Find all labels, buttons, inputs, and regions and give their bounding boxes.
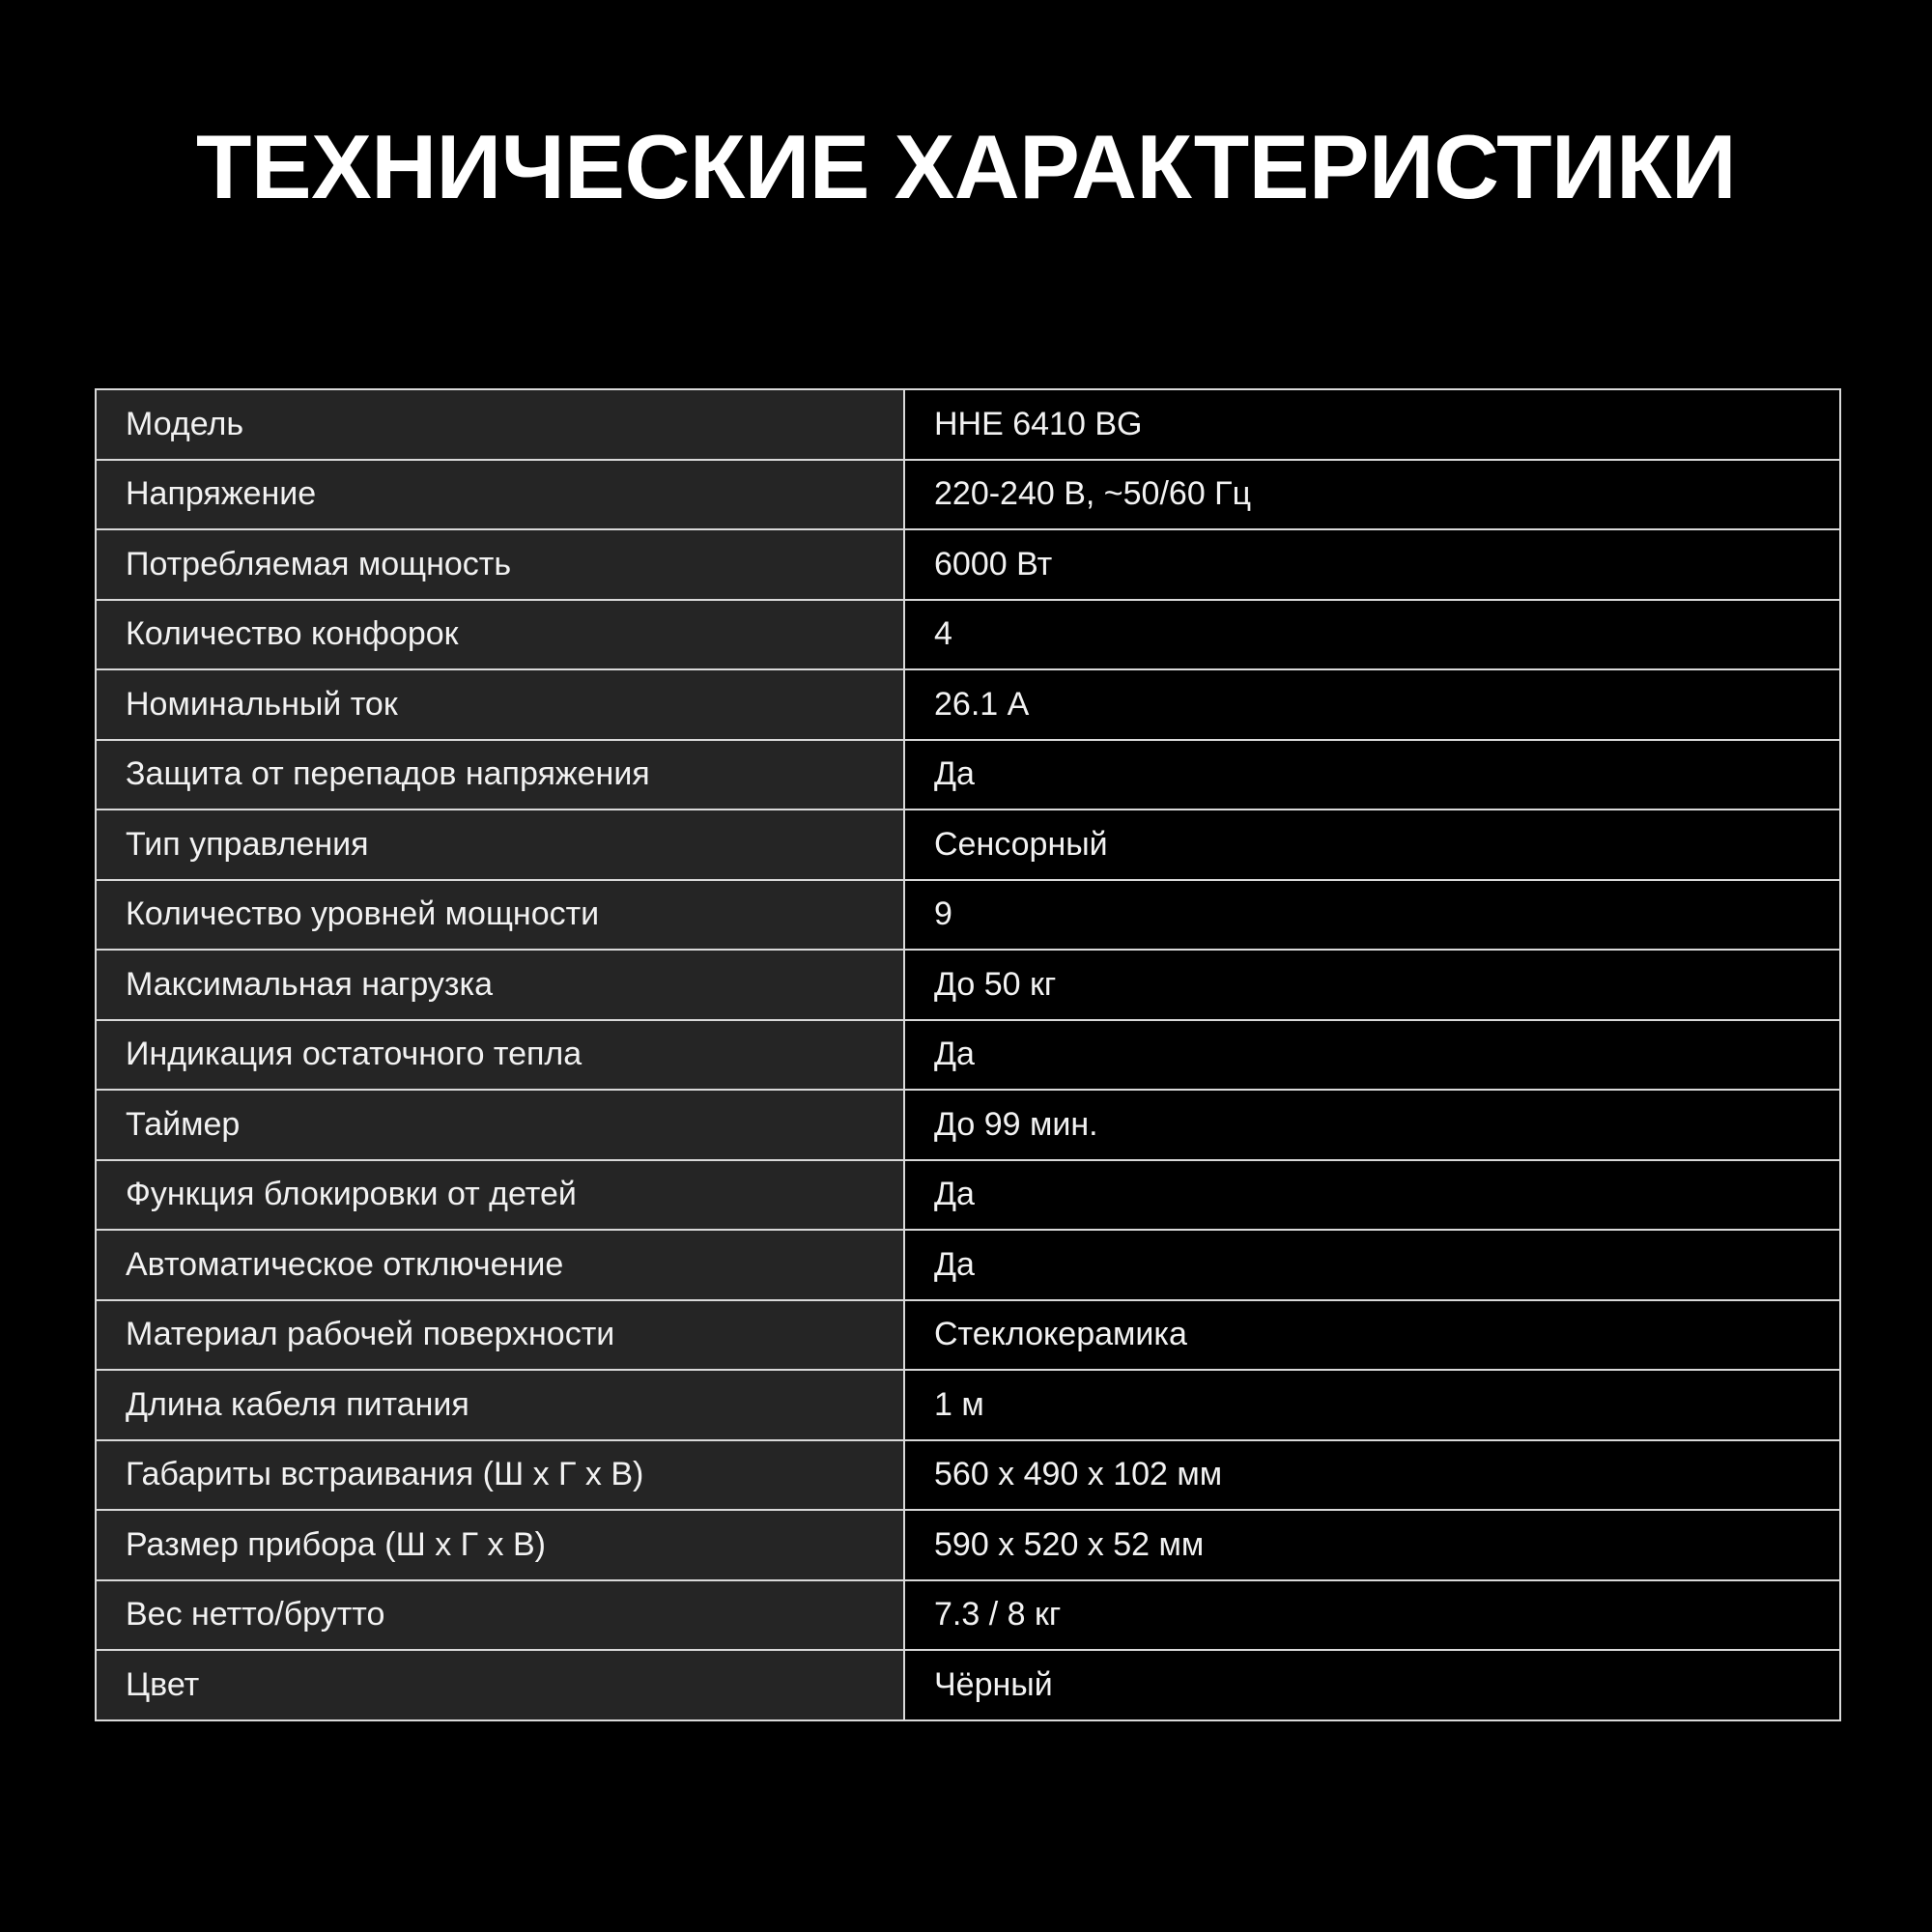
spec-value: Да xyxy=(904,1230,1840,1300)
table-row xyxy=(96,389,1840,460)
table-row xyxy=(96,880,1840,951)
table-row xyxy=(96,1510,1840,1580)
table-row xyxy=(96,1300,1840,1371)
spec-label: Индикация остаточного тепла xyxy=(96,1020,904,1091)
table-row xyxy=(96,460,1840,530)
spec-value: 4 xyxy=(904,600,1840,670)
table-row xyxy=(96,810,1840,880)
table-row xyxy=(96,1020,1840,1091)
spec-label: Таймер xyxy=(96,1090,904,1160)
spec-label: Вес нетто/брутто xyxy=(96,1580,904,1651)
spec-label: Тип управления xyxy=(96,810,904,880)
spec-label: Размер прибора (Ш х Г х В) xyxy=(96,1510,904,1580)
table-row xyxy=(96,600,1840,670)
spec-label: Количество конфорок xyxy=(96,600,904,670)
table-row xyxy=(96,669,1840,740)
spec-label: Потребляемая мощность xyxy=(96,529,904,600)
table-row xyxy=(96,1650,1840,1720)
spec-value: Да xyxy=(904,1020,1840,1091)
spec-value: HHE 6410 BG xyxy=(904,389,1840,460)
spec-value: 220-240 В, ~50/60 Гц xyxy=(904,460,1840,530)
spec-value: 6000 Вт xyxy=(904,529,1840,600)
spec-label: Материал рабочей поверхности xyxy=(96,1300,904,1371)
spec-value: Да xyxy=(904,1160,1840,1231)
spec-label: Цвет xyxy=(96,1650,904,1720)
page-title: ТЕХНИЧЕСКИЕ ХАРАКТЕРИСТИКИ xyxy=(195,116,1737,217)
spec-label: Модель xyxy=(96,389,904,460)
table-row xyxy=(96,740,1840,810)
spec-label: Максимальная нагрузка xyxy=(96,950,904,1020)
spec-label: Длина кабеля питания xyxy=(96,1370,904,1440)
spec-value: 7.3 / 8 кг xyxy=(904,1580,1840,1651)
spec-value: Стеклокерамика xyxy=(904,1300,1840,1371)
spec-value: Сенсорный xyxy=(904,810,1840,880)
spec-value: 1 м xyxy=(904,1370,1840,1440)
table-row xyxy=(96,529,1840,600)
spec-label: Номинальный ток xyxy=(96,669,904,740)
spec-value: 560 х 490 х 102 мм xyxy=(904,1440,1840,1511)
spec-value: Чёрный xyxy=(904,1650,1840,1720)
spec-label: Автоматическое отключение xyxy=(96,1230,904,1300)
table-row xyxy=(96,950,1840,1020)
spec-value: До 99 мин. xyxy=(904,1090,1840,1160)
table-row xyxy=(96,1580,1840,1651)
table-row xyxy=(96,1370,1840,1440)
spec-value: 9 xyxy=(904,880,1840,951)
table-row xyxy=(96,1160,1840,1231)
specifications-table xyxy=(95,388,1841,1721)
spec-value: До 50 кг xyxy=(904,950,1840,1020)
spec-label: Функция блокировки от детей xyxy=(96,1160,904,1231)
spec-value: Да xyxy=(904,740,1840,810)
spec-label: Габариты встраивания (Ш х Г х В) xyxy=(96,1440,904,1511)
table-row xyxy=(96,1440,1840,1511)
table-row xyxy=(96,1230,1840,1300)
spec-value: 590 х 520 х 52 мм xyxy=(904,1510,1840,1580)
spec-label: Напряжение xyxy=(96,460,904,530)
spec-label: Количество уровней мощности xyxy=(96,880,904,951)
spec-value: 26.1 А xyxy=(904,669,1840,740)
spec-label: Защита от перепадов напряжения xyxy=(96,740,904,810)
table-row xyxy=(96,1090,1840,1160)
